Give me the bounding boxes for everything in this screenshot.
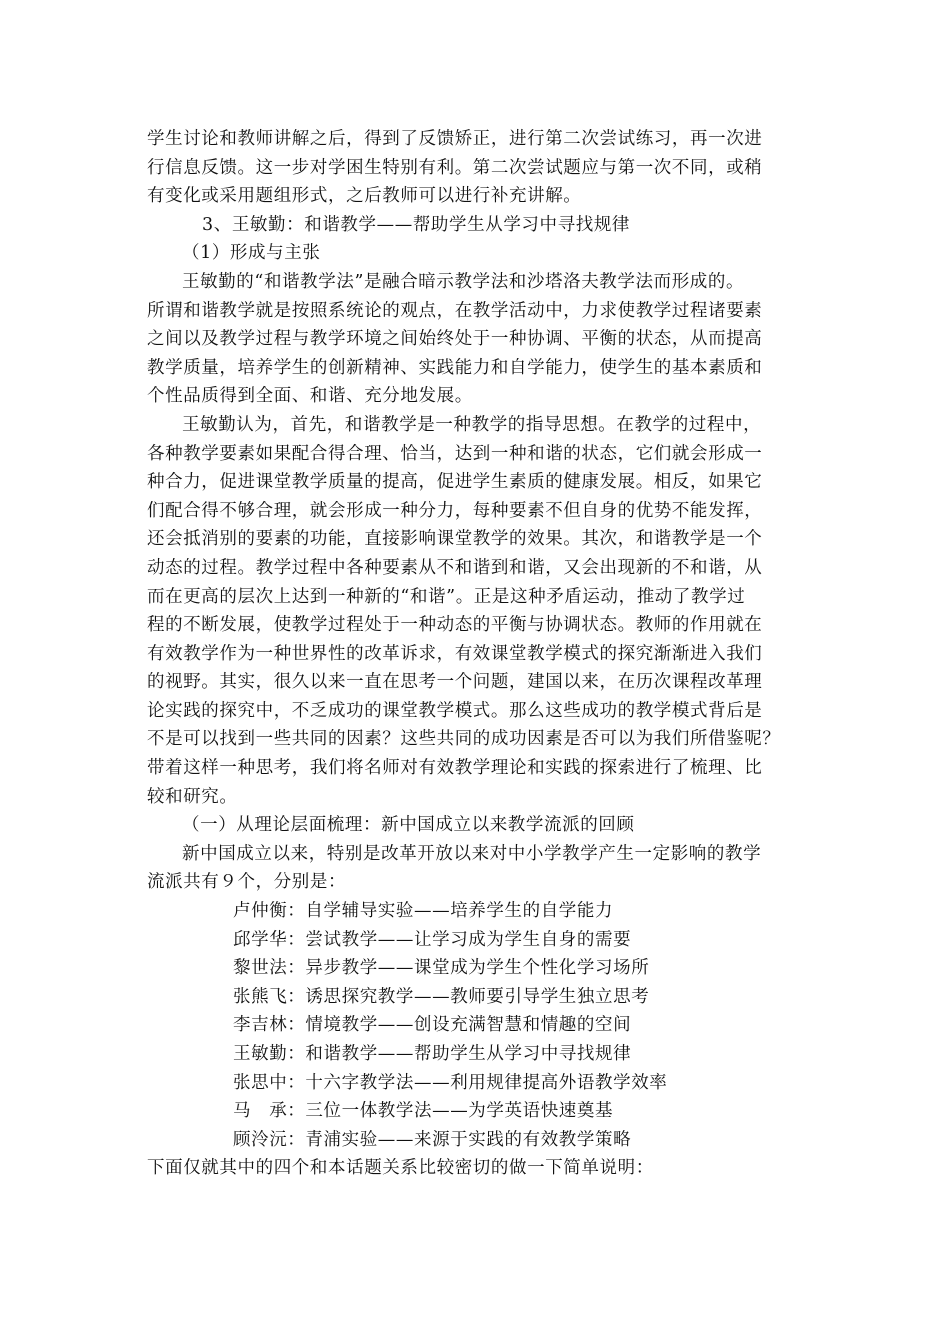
text-line: 王敏勤：和谐教学——帮助学生从学习中寻找规律: [233, 1044, 632, 1064]
text-line: （一）从理论层面梳理：新中国成立以来教学流派的回顾: [182, 815, 635, 836]
text-line: 学生讨论和教师讲解之后，得到了反馈矫正，进行第二次尝试练习，再一次进: [147, 129, 763, 149]
text-line: 流派共有９个，分别是：: [147, 872, 347, 893]
text-line: 较和研究。: [147, 786, 238, 807]
text-line: 马 承：三位一体教学法——为学英语快速奠基: [233, 1101, 614, 1122]
text-line: 还会抵消别的要素的功能，直接影响课堂教学的效果。其次，和谐教学是一个: [147, 529, 763, 550]
text-line: 行信息反馈。这一步对学困生特别有利。第二次尝试题应与第一次不同，或稍: [147, 157, 763, 178]
text-line: 王敏勤认为，首先，和谐教学是一种教学的指导思想。在教学的过程中，: [182, 414, 762, 435]
text-line: 卢仲衡：自学辅导实验——培养学生的自学能力: [233, 901, 614, 922]
text-line: 张思中：十六字教学法——利用规律提高外语教学效率: [233, 1072, 668, 1093]
document-body: [147, 125, 807, 1183]
text-line: 各种教学要素如果配合得合理、恰当，达到一种和谐的状态，它们就会形成一: [147, 443, 763, 464]
text-line: 新中国成立以来，特别是改革开放以来对中小学教学产生一定影响的教学: [182, 843, 762, 864]
text-line: 张熊飞：诱思探究教学——教师要引导学生独立思考: [233, 986, 650, 1007]
text-line: 带着这样一种思考，我们将名师对有效教学理论和实践的探索进行了梳理、比: [147, 758, 763, 779]
text-line: 所谓和谐教学就是按照系统论的观点，在教学活动中，力求使教学过程诸要素: [147, 300, 763, 321]
text-line: 程的不断发展，使教学过程处于一种动态的平衡与协调状态。教师的作用就在: [147, 615, 763, 636]
text-line: 有变化或采用题组形式，之后教师可以进行补充讲解。: [147, 186, 582, 207]
text-line: 而在更高的层次上达到一种新的“和谐”。正是这种矛盾运动，推动了教学过: [147, 586, 746, 607]
text-line: 3、王敏勤：和谐教学——帮助学生从学习中寻找规律: [202, 214, 631, 235]
text-line: 教学质量，培养学生的创新精神、实践能力和自学能力，使学生的基本素质和: [147, 357, 763, 378]
text-line: 种合力，促进课堂教学质量的提高，促进学生素质的健康发展。相反，如果它: [147, 472, 763, 493]
text-line: （1）形成与主张: [182, 243, 321, 264]
text-line: 下面仅就其中的四个和本话题关系比较密切的做一下简单说明：: [147, 1158, 654, 1179]
text-line: 不是可以找到一些共同的因素？这些共同的成功因素是否可以为我们所借鉴呢？: [147, 729, 781, 750]
text-line: 李吉林：情境教学——创设充满智慧和情趣的空间: [233, 1015, 632, 1036]
text-line: 有效教学作为一种世界性的改革诉求，有效课堂教学模式的探究渐渐进入我们: [147, 643, 763, 664]
text-line: 黎世法：异步教学——课堂成为学生个性化学习场所: [233, 958, 650, 979]
text-line: 论实践的探究中，不乏成功的课堂教学模式。那么这些成功的教学模式背后是: [147, 700, 763, 721]
text-line: 顾泠沅：青浦实验——来源于实践的有效教学策略: [233, 1129, 632, 1150]
text-line: 邱学华：尝试教学——让学习成为学生自身的需要: [233, 929, 632, 950]
text-line: 之间以及教学过程与教学环境之间始终处于一种协调、平衡的状态，从而提高: [147, 329, 763, 350]
text-line: 个性品质得到全面、和谐、充分地发展。: [147, 386, 473, 407]
text-line: 们配合得不够合理，就会形成一种分力，每种要素不但自身的优势不能发挥，: [147, 500, 763, 521]
text-line: 的视野。其实，很久以来一直在思考一个问题，建国以来，在历次课程改革理: [147, 672, 763, 693]
text-line: 王敏勤的“和谐教学法”是融合暗示教学法和沙塔洛夫教学法而形成的。: [182, 271, 745, 292]
text-line: 动态的过程。教学过程中各种要素从不和谐到和谐，又会出现新的不和谐，从: [147, 557, 763, 578]
